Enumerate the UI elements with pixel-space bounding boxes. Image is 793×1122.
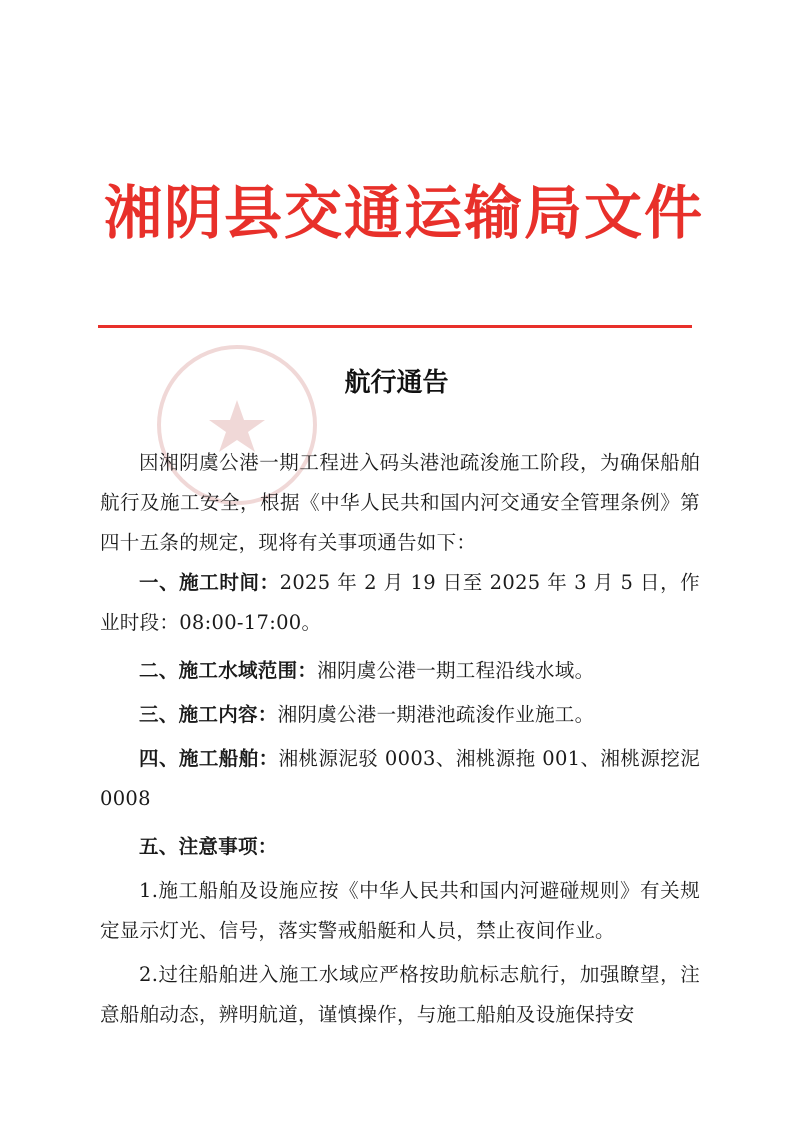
item-text: 湘阴虞公港一期工程沿线水域。 xyxy=(317,659,595,682)
item-lead: 四、施工船舶： xyxy=(139,747,279,770)
item-precautions xyxy=(100,827,700,867)
item-construction-time xyxy=(100,563,700,643)
item-text: 湘阴虞公港一期港池疏浚作业施工。 xyxy=(277,703,595,726)
notice-title: 航行通告 xyxy=(344,368,449,398)
header-divider-line xyxy=(98,325,692,328)
notice-body xyxy=(100,443,700,1035)
item-text: 湘桃源泥驳 0003、湘桃源拖 001、湘桃源挖泥 0008 xyxy=(100,747,700,810)
item-lead: 二、施工水域范围： xyxy=(139,659,318,682)
note-paragraph: 1.施工船舶及设施应按《中华人民共和国内河避碰规则》有关规定显示灯光、信号，落实警戒船艇和人员，禁止夜间作业。 xyxy=(100,879,700,942)
note-paragraph: 2.过往船舶进入施工水域应严格按助航标志航行，加强瞭望，注意船舶动态，辨明航道，谨慎操作，与施工船舶及设施保持安 xyxy=(100,963,700,1026)
item-lead: 三、施工内容： xyxy=(139,703,278,726)
item-text: 2025 年 2 月 19 日至 2025 年 3 月 5 日，作业时段：08:00-17:00。 xyxy=(100,571,700,634)
intro-paragraph: 因湘阴虞公港一期工程进入码头港池疏浚施工阶段，为确保船舶航行及施工安全，根据《中华人民共和国内河交通安全管理条例》第四十五条的规定，现将有关事项通告如下： xyxy=(100,451,700,554)
agency-header-title: 湘阴县交通运输局文件 xyxy=(104,179,705,247)
item-construction-vessels xyxy=(100,739,700,819)
item-lead: 五、注意事项： xyxy=(139,835,278,858)
item-lead: 一、施工时间： xyxy=(139,571,280,594)
item-construction-content xyxy=(100,695,700,735)
item-water-area xyxy=(100,651,700,691)
